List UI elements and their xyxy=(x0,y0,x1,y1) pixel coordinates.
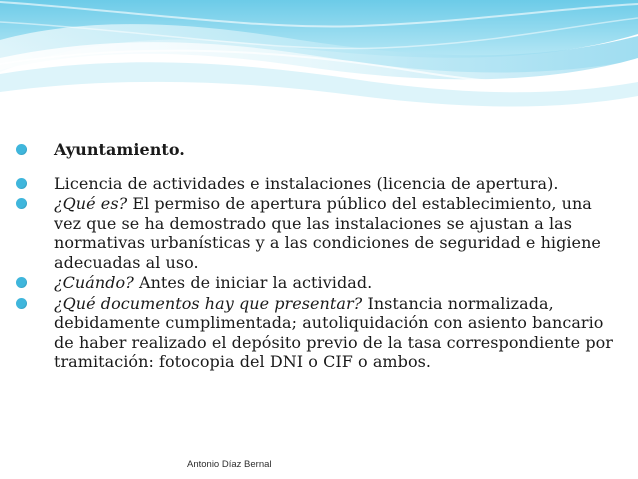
item-question: ¿Cuándo? xyxy=(54,273,134,292)
list-item xyxy=(16,294,616,372)
item-text: El permiso de apertura público del establecimiento, una vez que se ha demostrado que las instalaciones se ajustan a las normativas urbanísticas y a las condiciones de seguridad e higiene adecuadas al uso. xyxy=(54,194,601,272)
item-question: ¿Qué es? xyxy=(54,194,128,213)
item-heading: Ayuntamiento. xyxy=(54,140,185,159)
bullet-icon xyxy=(16,178,27,189)
bullet-icon xyxy=(16,298,27,309)
list-item xyxy=(16,273,616,293)
header-wave-decoration xyxy=(0,0,638,112)
list-item xyxy=(16,194,616,272)
bullet-list xyxy=(16,140,616,372)
list-item xyxy=(16,174,616,194)
item-text: Licencia de actividades e instalaciones (licencia de apertura). xyxy=(54,173,559,193)
footer-author: Antonio Díaz Bernal xyxy=(187,459,272,470)
item-text: Instancia normalizada, debidamente cumplimentada; autoliquidación con asiento bancario de haber realizado el depósito previo de la tasa correspondiente por tramitación: fotocopia del DNI o CIF o ambos. xyxy=(54,293,614,371)
bullet-icon xyxy=(16,277,27,288)
item-text: Antes de iniciar la actividad. xyxy=(133,273,373,292)
bullet-icon xyxy=(16,198,27,209)
list-item xyxy=(16,140,616,160)
item-question: ¿Qué documentos hay que presentar? xyxy=(54,293,363,313)
bullet-icon xyxy=(16,144,27,155)
